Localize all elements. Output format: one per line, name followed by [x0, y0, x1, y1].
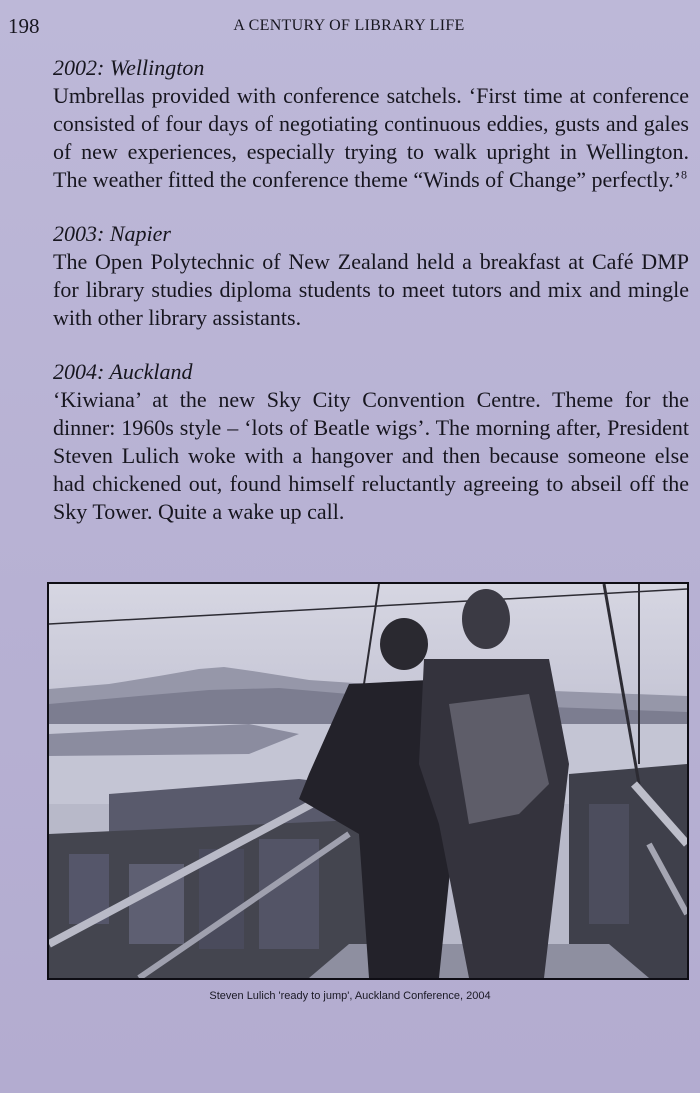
sky-tower-photo	[47, 582, 689, 980]
page-content	[53, 54, 689, 552]
page-number: 198	[8, 14, 40, 38]
running-head: A CENTURY OF LIBRARY LIFE	[233, 17, 465, 34]
entry-heading: 2004: Auckland	[53, 359, 193, 384]
entry-2004	[53, 358, 689, 526]
entry-body	[53, 82, 689, 194]
entry-body: The Open Polytechnic of New Zealand held a breakfast at Café DMP for library studies diploma students to meet tutors and mix and mingle with other library assistants.	[53, 249, 689, 330]
page-header	[8, 14, 690, 40]
entry-2002	[53, 54, 689, 194]
entry-body: ‘Kiwiana’ at the new Sky City Convention Centre. Theme for the dinner: 1960s style – ‘lots of Beatle wigs’. The morning after, President Steven Lulich woke with a hangover and then because someone else had chickened out, found himself reluctantly agreeing to abseil off the Sky Tower. Quite a wake up call.	[53, 387, 689, 524]
entry-heading: 2003: Napier	[53, 221, 171, 246]
entry-body-text: Umbrellas provided with conference satchels. ‘First time at conference consisted of four days of negotiating continuous eddies, gusts and gales of new experiences, especially trying to walk upright in Wellington. The weather fitted the conference theme “Winds of Change” perfectly.’	[53, 83, 689, 192]
entry-2003	[53, 220, 689, 332]
photo-figure	[47, 582, 689, 980]
photo-caption: Steven Lulich 'ready to jump', Auckland Conference, 2004	[209, 990, 491, 1002]
entry-heading: 2002: Wellington	[53, 55, 205, 80]
footnote-marker: 8	[681, 167, 688, 182]
